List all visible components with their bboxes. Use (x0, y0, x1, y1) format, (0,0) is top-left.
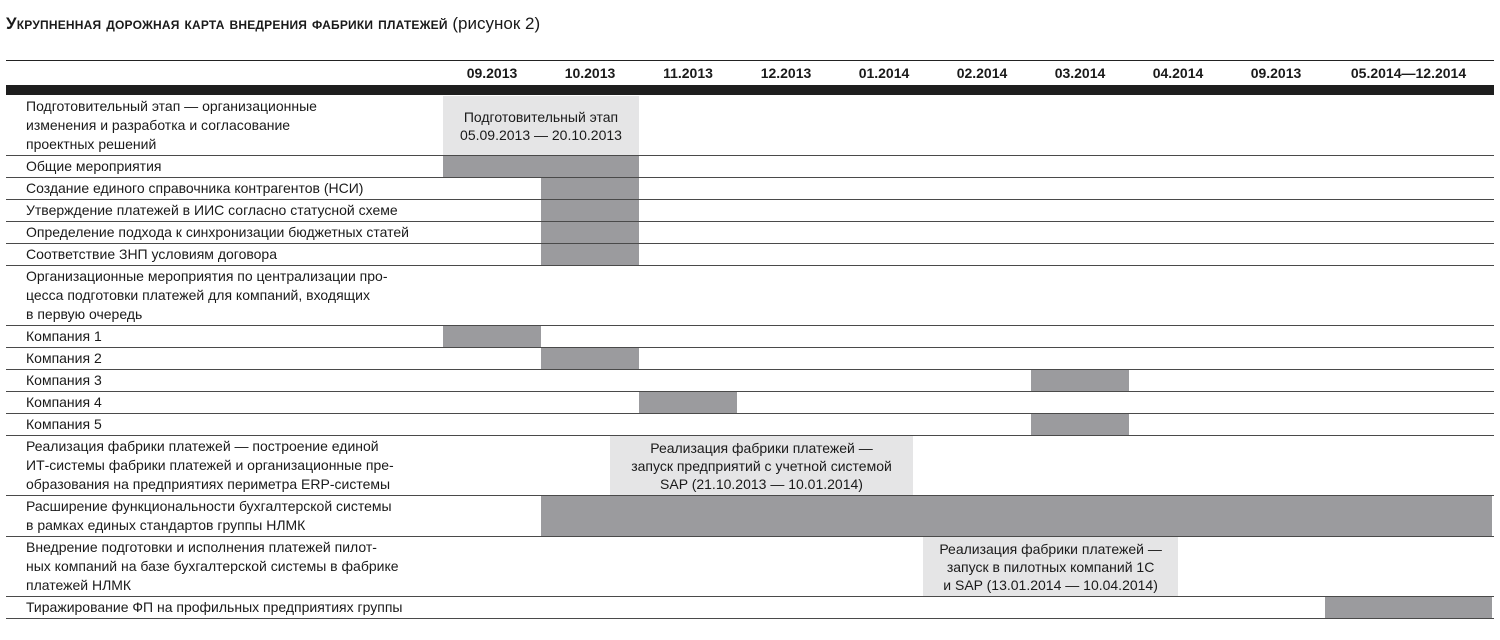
row-label: Подготовительный этап — организационные изменения и разработка и согласование проектных решений (26, 98, 317, 152)
row-label: Внедрение подготовки и исполнения платежей пилот- ных компаний на базе бухгалтерской системы в фабрике платежей НЛМК (26, 539, 399, 593)
phase-label-box: Реализация фабрики платежей — запуск в пилотных компаний 1С и SAP (13.01.2014 — 10.04.2014) (923, 537, 1178, 596)
row-divider (6, 347, 1494, 348)
period-header: 09.2013 (466, 65, 518, 81)
phase-label-box: Подготовительный этап 05.09.2013 — 20.10.2013 (443, 96, 639, 155)
row-divider (6, 325, 1494, 326)
row-divider (6, 243, 1494, 244)
gantt-bar (541, 348, 639, 369)
row-label: Компания 4 (26, 394, 102, 410)
row-divider (6, 413, 1494, 414)
gantt-bar (1031, 370, 1129, 391)
row-divider (6, 199, 1494, 200)
title-bold: Укрупненная дорожная карта внедрения фабрики платежей (6, 14, 448, 33)
row-label: Создание единого справочника контрагентов (НСИ) (26, 180, 364, 196)
gantt-bar (541, 200, 639, 221)
period-header: 09.2013 (1250, 65, 1302, 81)
row-label: Утверждение платежей в ИИС согласно статусной схеме (26, 202, 398, 218)
row-label: Компания 5 (26, 416, 102, 432)
row-divider (6, 221, 1494, 222)
row-divider (6, 596, 1494, 597)
gantt-bar (1031, 414, 1129, 435)
period-header: 03.2014 (1054, 65, 1106, 81)
row-label: Соответствие ЗНП условиям договора (26, 246, 277, 262)
gantt-bar (541, 496, 1492, 536)
row-divider (6, 265, 1494, 266)
row-label: Компания 1 (26, 328, 102, 344)
gantt-bar (541, 222, 639, 243)
gantt-bar (1325, 597, 1492, 618)
phase-label-box: Реализация фабрики платежей — запуск предприятий с учетной системой SAP (21.10.2013 — 10.01.2014) (610, 436, 914, 495)
period-header: 11.2013 (663, 65, 713, 81)
row-divider (6, 155, 1494, 156)
gantt-bar (639, 392, 737, 413)
row-divider (6, 369, 1494, 370)
period-header: 12.2013 (760, 65, 812, 81)
gantt-bar (541, 244, 639, 265)
row-divider (6, 536, 1494, 537)
row-divider (6, 618, 1494, 619)
gantt-bar (443, 156, 639, 177)
row-label: Тиражирование ФП на профильных предприятиях группы (26, 599, 403, 615)
period-header: 10.2013 (564, 65, 616, 81)
row-label: Определение подхода к синхронизации бюджетных статей (26, 224, 410, 240)
gantt-bar (443, 326, 541, 347)
row-divider (6, 391, 1494, 392)
row-label: Организационные мероприятия по централизации про- цесса подготовки платежей для компаний, входящих в первую очередь (26, 268, 388, 322)
row-label: Расширение функциональности бухгалтерской системы в рамках единых стандартов группы НЛМК (26, 498, 392, 533)
period-header: 02.2014 (956, 65, 1008, 81)
period-header: 05.2014—12.2014 (1350, 65, 1467, 81)
row-label: Реализация фабрики платежей — построение единой ИТ-системы фабрики платежей и организационные пре- образования на предприятиях периметра ERP-системы (26, 438, 394, 492)
period-header: 04.2014 (1152, 65, 1204, 81)
period-header: 01.2014 (858, 65, 910, 81)
title-sub: (рисунок 2) (447, 14, 541, 33)
row-divider (6, 177, 1494, 178)
row-label: Компания 3 (26, 372, 102, 388)
row-label: Компания 2 (26, 350, 102, 366)
gantt-bar (541, 178, 639, 199)
row-label: Общие мероприятия (26, 158, 162, 174)
header-bottom-rule (6, 85, 1494, 95)
